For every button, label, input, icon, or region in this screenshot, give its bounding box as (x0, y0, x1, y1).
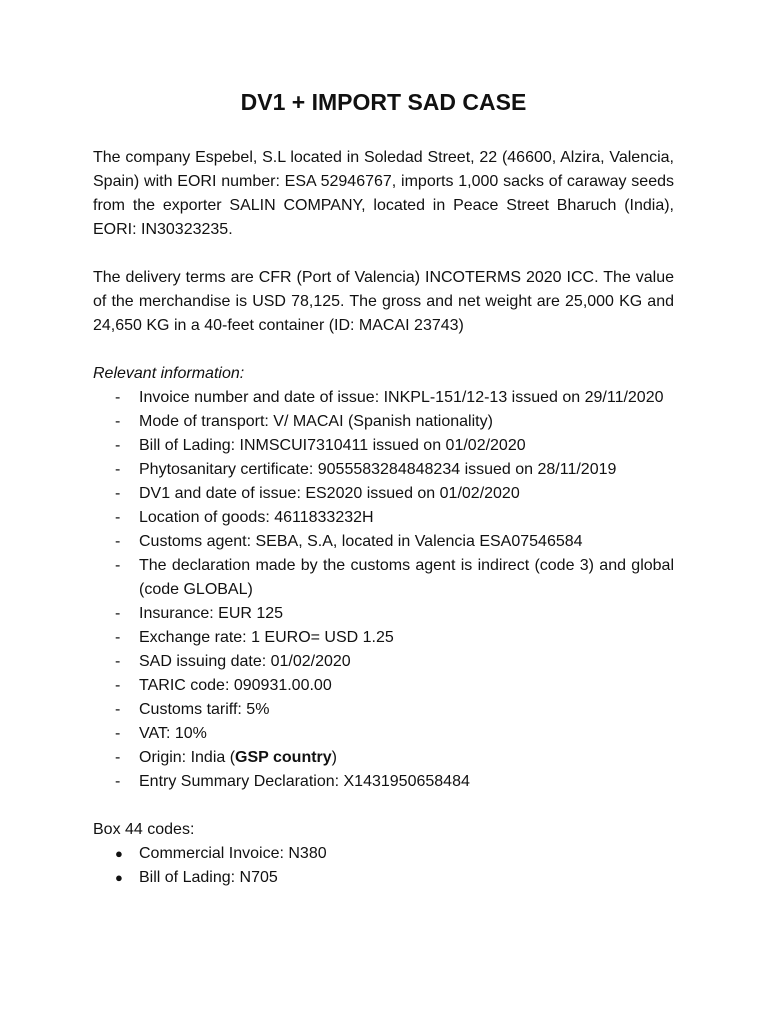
relevant-information-list (93, 386, 674, 794)
list-item-text: Entry Summary Declaration: X1431950658484 (139, 773, 470, 790)
list-item (93, 506, 674, 530)
list-item (93, 722, 674, 746)
list-item (93, 410, 674, 434)
list-item (93, 386, 674, 410)
list-item (93, 650, 674, 674)
relevant-information-heading: Relevant information: (93, 365, 245, 382)
dash-marker: - (115, 461, 121, 478)
dash-marker: - (115, 701, 121, 718)
list-item (93, 842, 674, 866)
origin-suffix: ) (331, 749, 337, 766)
dash-marker: - (115, 437, 121, 454)
document-title: DV1 + IMPORT SAD CASE (240, 89, 527, 115)
box44-codes-list (93, 842, 674, 890)
origin-prefix: Origin: India ( (139, 749, 236, 766)
dash-marker: - (115, 557, 121, 574)
list-item-text: Bill of Lading: N705 (139, 869, 278, 886)
box44-heading: Box 44 codes: (93, 821, 195, 838)
list-item (93, 626, 674, 650)
list-item (93, 554, 674, 602)
list-item-text: Commercial Invoice: N380 (139, 845, 327, 862)
dash-marker: - (115, 725, 121, 742)
list-item-text: The declaration made by the customs agent is indirect (code 3) and global (code GLOBAL) (139, 557, 674, 598)
dash-marker: - (115, 653, 121, 670)
dash-marker: - (115, 677, 121, 694)
bullet-marker: ● (115, 870, 123, 885)
list-item-text: Exchange rate: 1 EURO= USD 1.25 (139, 629, 394, 646)
dash-marker: - (115, 629, 121, 646)
dash-marker: - (115, 413, 121, 430)
dash-marker: - (115, 485, 121, 502)
list-item-text: TARIC code: 090931.00.00 (139, 677, 332, 694)
dash-marker: - (115, 605, 121, 622)
list-item-origin (93, 746, 674, 770)
list-item (93, 458, 674, 482)
list-item-text: Invoice number and date of issue: INKPL-151/12-13 issued on 29/11/2020 (139, 389, 664, 406)
dash-marker: - (115, 389, 121, 406)
list-item (93, 482, 674, 506)
list-item-text: Location of goods: 4611833232H (139, 509, 374, 526)
bullet-marker: ● (115, 846, 123, 861)
company-paragraph: The company Espebel, S.L located in Soledad Street, 22 (46600, Alzira, Valencia, Spain) with EORI number: ESA 52946767, imports 1,000 sacks of caraway seeds from the exporter SALIN COMPANY, located in Peace Street Bharuch (India), EORI: IN30323235. (93, 149, 674, 238)
list-item (93, 866, 674, 890)
list-item-text: Mode of transport: V/ MACAI (Spanish nationality) (139, 413, 493, 430)
list-item-text: DV1 and date of issue: ES2020 issued on 01/02/2020 (139, 485, 520, 502)
list-item-text: Insurance: EUR 125 (139, 605, 284, 622)
list-item (93, 698, 674, 722)
list-item (93, 770, 674, 794)
dash-marker: - (115, 533, 121, 550)
list-item-text: Phytosanitary certificate: 9055583284848234 issued on 28/11/2019 (139, 461, 617, 478)
list-item-text: Bill of Lading: INMSCUI7310411 issued on 01/02/2020 (139, 437, 526, 454)
list-item-text: Customs tariff: 5% (139, 701, 270, 718)
dash-marker: - (115, 749, 121, 766)
list-item (93, 602, 674, 626)
delivery-terms-paragraph: The delivery terms are CFR (Port of Valencia) INCOTERMS 2020 ICC. The value of the merchandise is USD 78,125. The gross and net weight are 25,000 KG and 24,650 KG in a 40-feet container (ID: MACAI 23743) (93, 269, 674, 334)
dash-marker: - (115, 773, 121, 790)
origin-gsp-country: GSP country (235, 749, 332, 766)
list-item (93, 674, 674, 698)
list-item-text: VAT: 10% (139, 725, 207, 742)
dash-marker: - (115, 509, 121, 526)
list-item (93, 434, 674, 458)
list-item-text: SAD issuing date: 01/02/2020 (139, 653, 351, 670)
list-item (93, 530, 674, 554)
list-item-text: Customs agent: SEBA, S.A, located in Valencia ESA07546584 (139, 533, 583, 550)
